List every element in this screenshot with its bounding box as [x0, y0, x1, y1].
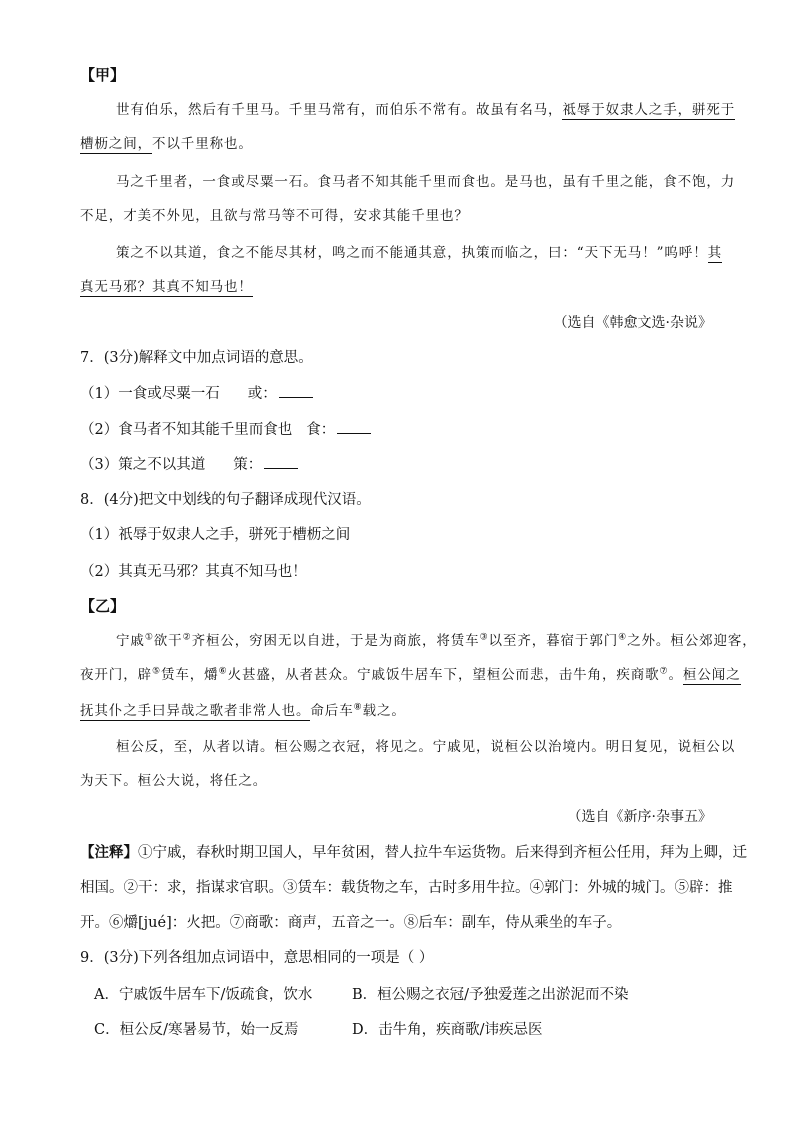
notes-line-3: 开。⑥爝[jué]：火把。⑦商歌：商声，五音之一。⑧后车：副车，侍从乘坐的车子。 — [80, 915, 622, 931]
notes-label: 【注释】 — [80, 844, 138, 861]
question-7-item-3: （3）策之不以其道 策： — [80, 454, 298, 476]
jia-paragraph-2-line-1: 马之千里者，一食或尽粟一石。食马者不知其能千里而食也。是马也，虽有千里之能，食不饱，力 — [116, 174, 736, 190]
answer-blank[interactable] — [279, 383, 313, 398]
question-8-item-1: （1）祇辱于奴隶人之手，骈死于槽枥之间 — [80, 527, 351, 543]
option-b[interactable]: B．桓公赐之衣冠/予独爱莲之出淤泥而不染 — [352, 987, 629, 1003]
jia-paragraph-2-line-2: 不足，才美不外见，且欲与常马等不可得，安求其能千里也？ — [80, 208, 469, 224]
question-7-item-1: （1）一食或尽粟一石 或： — [80, 383, 313, 405]
answer-blank[interactable] — [337, 419, 371, 434]
section-heading-yi: 【乙】 — [80, 597, 126, 615]
option-d[interactable]: D．击牛角，疾商歌/讳疾忌医 — [352, 1022, 543, 1038]
section-heading-jia: 【甲】 — [80, 66, 126, 84]
option-a[interactable]: A．宁戚饭牛居车下/饭疏食，饮水 — [94, 987, 313, 1003]
jia-paragraph-1-line-1: 世有伯乐，然后有千里马。千里马常有，而伯乐不常有。故虽有名马，祗辱于奴隶人之手，骈死于 — [116, 102, 736, 118]
jia-paragraph-3-line-2 — [80, 276, 253, 298]
question-7-item-2: （2）食马者不知其能千里而食也 食： — [80, 419, 371, 441]
question-7-title: 7．(3分)解释文中加点词语的意思。 — [80, 350, 313, 366]
option-c[interactable]: C．桓公反/寒暑易节，始一反焉 — [94, 1022, 299, 1038]
yi-paragraph-1-line-1: 宁戚①欲干②齐桓公，穷困无以自进，于是为商旅，将赁车③以至齐，暮宿于郭门④之外。桓公郊迎客， — [116, 632, 757, 649]
yi-paragraph-2-line-2: 为天下。桓公大说，将任之。 — [80, 773, 268, 789]
answer-blank[interactable] — [264, 454, 298, 469]
yi-paragraph-1-line-2: 夜开门，辟⑤赁车，爝⑥火甚盛，从者甚众。宁戚饭牛居车下，望桓公而悲，击牛角，疾商歌⑦。桓公闻之 — [80, 666, 741, 683]
yi-paragraph-2-line-1: 桓公反，至，从者以请。桓公赐之衣冠，将见之。宁戚见，说桓公以治境内。明日复见，说桓公以 — [116, 739, 736, 755]
jia-source: （选自《韩愈文选·杂说》 — [553, 315, 712, 331]
underlined-sentence-2b: 真无马邪？其真不知马也！ — [80, 279, 253, 295]
underlined-sentence-2a: 其 — [707, 245, 723, 261]
underlined-sentence-1b: 槽枥之间， — [80, 136, 152, 152]
underlined-sentence-yi-a: 桓公闻之 — [682, 667, 741, 683]
yi-source: （选自《新序·杂事五》 — [567, 809, 712, 825]
yi-paragraph-1-line-3: 抚其仆之手曰异哉之歌者非常人也。命后车⑧载之。 — [80, 702, 406, 719]
question-8-title: 8．(4分)把文中划线的句子翻译成现代汉语。 — [80, 492, 371, 508]
notes-line-2: 相国。②干：求，指谋求官职。③赁车：载货物之车，古时多用牛拉。④郭门：外城的城门。⑤辟：推 — [80, 880, 733, 896]
underlined-sentence-1a: 祗辱于奴隶人之手，骈死于 — [562, 102, 736, 118]
underlined-sentence-yi-b: 抚其仆之手曰异哉之歌者非常人也。 — [80, 703, 311, 719]
notes-line-1: 【注释】①宁戚，春秋时期卫国人，早年贫困，替人拉牛车运货物。后来得到齐桓公任用，拜为上卿，迁 — [80, 844, 747, 861]
jia-paragraph-3-line-1: 策之不以其道，食之不能尽其材，鸣之而不能通其意，执策而临之，曰：“天下无马！”呜呼！其 — [116, 245, 723, 261]
question-8-item-2: （2）其真无马邪？其真不知马也！ — [80, 564, 307, 580]
question-9-title: 9．(3分)下列各组加点词语中，意思相同的一项是（ ） — [80, 950, 434, 966]
jia-paragraph-1-line-2: 槽枥之间，不以千里称也。 — [80, 136, 253, 152]
